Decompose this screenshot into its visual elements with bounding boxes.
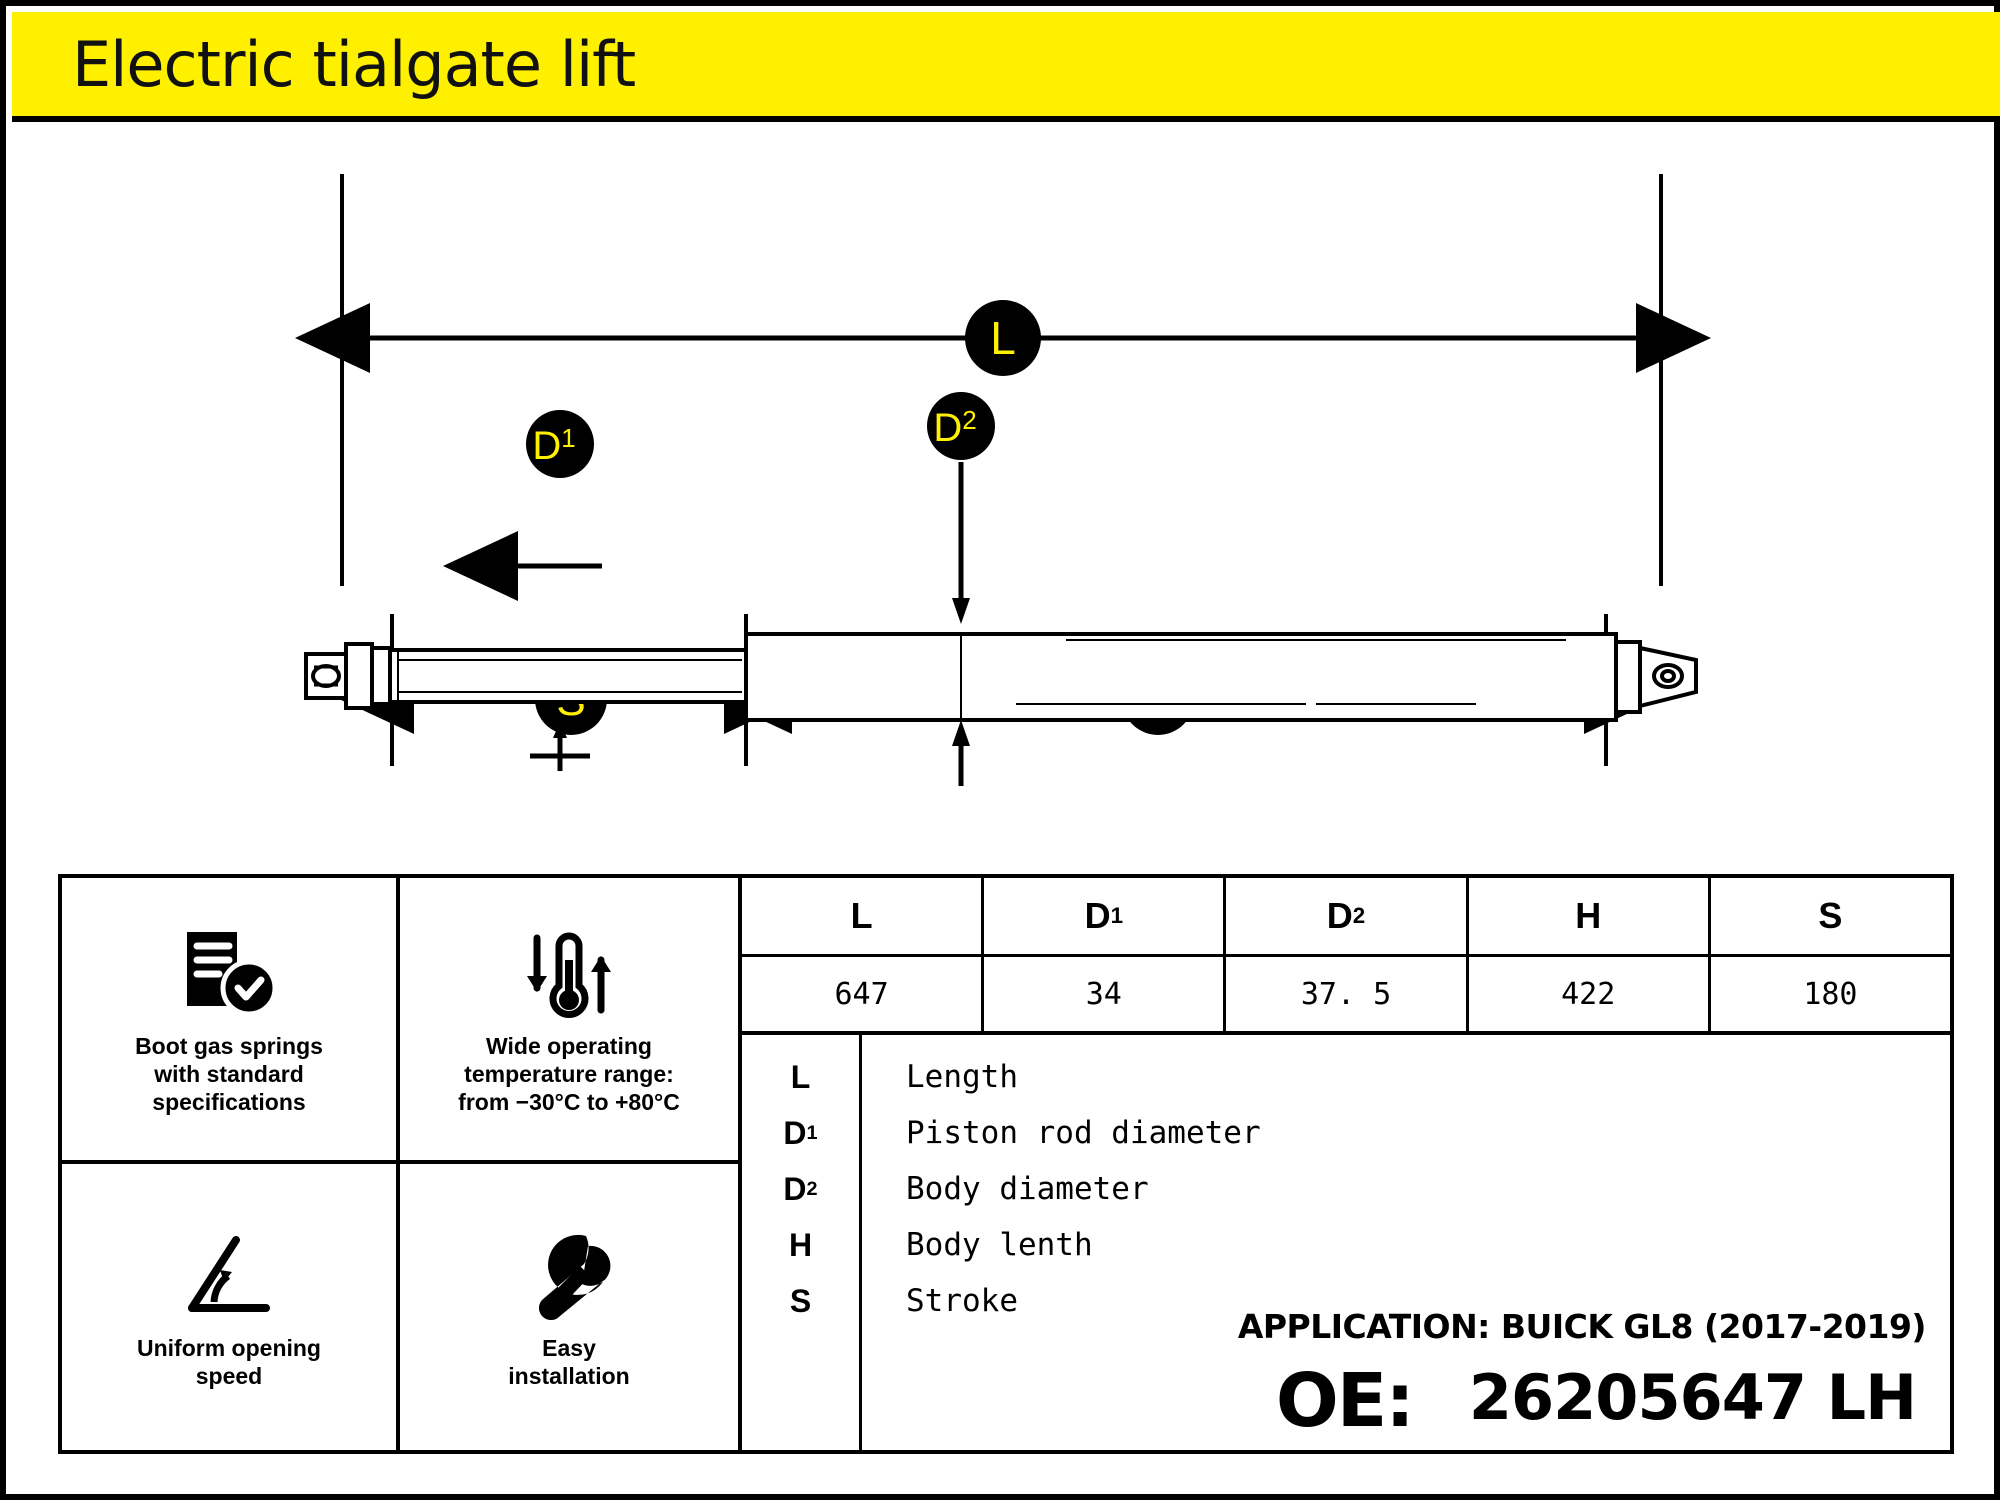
spec-table	[58, 874, 1954, 1454]
dimension-value-D1: 34	[984, 957, 1226, 1031]
feature-uniform-opening-speed	[62, 1164, 400, 1450]
oe-label: OE:	[1275, 1358, 1413, 1444]
document-check-icon	[177, 922, 281, 1026]
application-text: APPLICATION: BUICK GL8 (2017-2019)	[1237, 1307, 1926, 1346]
dimension-panel	[742, 878, 1950, 1450]
feature-label: Wide operating temperature range: from −30°C to +80°C	[458, 1032, 680, 1116]
dimension-header-H: H	[1469, 878, 1711, 954]
angle-arc-icon	[174, 1224, 284, 1328]
legend-key-D1: D 1	[783, 1114, 818, 1151]
dimension-header-S: S	[1818, 895, 1843, 936]
dimension-header-D1: D 1	[984, 878, 1226, 954]
dimension-header-L: L	[742, 878, 984, 954]
wrench-icon	[514, 1224, 624, 1328]
dimension-header-row	[742, 878, 1950, 957]
oe-number: 26205647 LH	[1468, 1361, 1916, 1434]
legend-desc-S: Stroke	[906, 1283, 1018, 1319]
dimension-value-H: 422	[1469, 957, 1711, 1031]
legend-key-S: S	[789, 1282, 812, 1319]
dimension-header-D2: D 2	[1226, 878, 1468, 954]
dimension-table	[742, 878, 1950, 1035]
feature-grid	[62, 878, 742, 1450]
dimension-value-L: 647	[742, 957, 984, 1031]
feature-boot-gas-springs	[62, 878, 400, 1164]
legend-desc-L: Length	[906, 1059, 1018, 1095]
dimension-value-S: 180	[1803, 976, 1858, 1012]
legend-desc-H: Body lenth	[906, 1227, 1093, 1263]
page-title: Electric tialgate lift	[72, 27, 636, 101]
legend-desc-D1: Piston rod diameter	[906, 1115, 1261, 1151]
dimension-label-D1: $D^1$	[532, 423, 576, 468]
legend-key-column	[742, 1035, 862, 1450]
title-bar	[12, 12, 2000, 122]
feature-label: Boot gas springs with standard specifications	[135, 1032, 323, 1116]
dimension-value-row	[742, 957, 1950, 1031]
dimension-label-L: L	[990, 312, 1016, 364]
oe-block	[1276, 1358, 1916, 1444]
thermometer-icon	[509, 922, 629, 1026]
feature-temperature-range	[400, 878, 738, 1164]
dimension-value-D2: 37. 5	[1226, 957, 1468, 1031]
legend-key-D2: D 2	[783, 1170, 818, 1207]
feature-label: Easy installation	[508, 1334, 630, 1389]
gas-spring-diagram	[6, 126, 1994, 866]
legend-key-H: H	[788, 1226, 813, 1263]
legend-key-L: L	[790, 1058, 811, 1095]
legend-desc-D2: Body diameter	[906, 1171, 1149, 1207]
dimension-legend	[742, 1035, 1950, 1450]
dimension-label-D2: $D^2$	[933, 405, 977, 450]
feature-label: Uniform opening speed	[137, 1334, 321, 1389]
feature-easy-installation	[400, 1164, 738, 1450]
